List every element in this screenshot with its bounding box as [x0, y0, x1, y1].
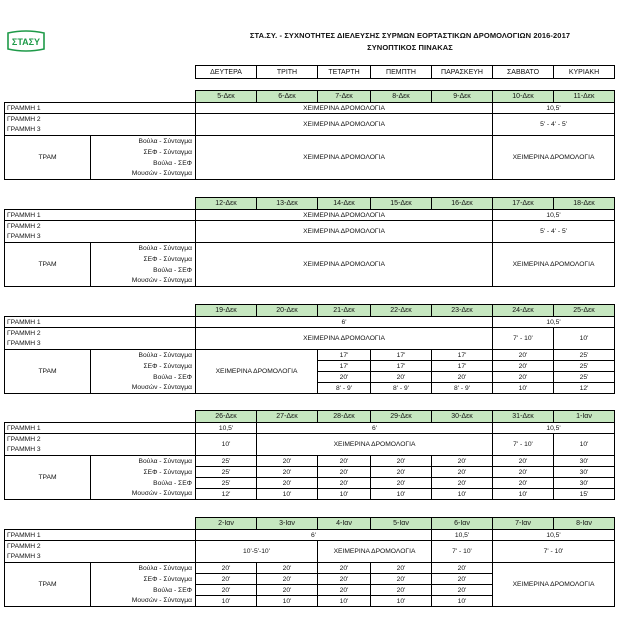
schedule-cell: ΧΕΙΜΕΡΙΝΑ ΔΡΟΜΟΛΟΓΙΑ	[493, 563, 615, 607]
schedule-cell: 10'	[318, 489, 371, 500]
schedule-cell: 7' - 10'	[432, 541, 493, 563]
line-label: ΓΡΑΜΜΗ 2	[5, 541, 196, 552]
route-label: Μουσών - Σύνταγμα	[91, 489, 196, 500]
week-1-table	[4, 90, 615, 180]
schedule-cell: 25'	[554, 361, 615, 372]
schedule-cell: 20'	[257, 574, 318, 585]
schedule-cell: 10,5'	[493, 423, 615, 434]
date-cell: 7-Δεκ	[318, 91, 371, 103]
schedule-cell: 20'	[196, 563, 257, 574]
route-label: Μουσών - Σύνταγμα	[91, 383, 196, 394]
schedule-cell: 20'	[318, 563, 371, 574]
line-label: ΓΡΑΜΜΗ 3	[5, 552, 196, 563]
schedule-cell: ΧΕΙΜΕΡΙΝΑ ΔΡΟΜΟΛΟΓΙΑ	[493, 243, 615, 287]
schedule-cell: 20'	[318, 456, 371, 467]
schedule-cell: 20'	[257, 456, 318, 467]
schedule-cell: 20'	[493, 478, 554, 489]
schedule-cell: 20'	[493, 361, 554, 372]
line-label: ΓΡΑΜΜΗ 3	[5, 232, 196, 243]
route-label: Βούλα - ΣΕΦ	[91, 265, 196, 276]
line-label: ΓΡΑΜΜΗ 3	[5, 445, 196, 456]
schedule-cell: 10,5'	[493, 530, 615, 541]
date-cell: 1-Ιαν	[554, 411, 615, 423]
date-cell: 7-Ιαν	[493, 518, 554, 530]
schedule-cell: 10'	[554, 434, 615, 456]
tram-label: ΤΡΑΜ	[5, 456, 91, 500]
date-cell: 5-Ιαν	[371, 518, 432, 530]
schedule-cell: 12'	[554, 383, 615, 394]
route-label: ΣΕΦ - Σύνταγμα	[91, 147, 196, 158]
schedule-cell: 6'	[196, 530, 432, 541]
date-cell: 18-Δεκ	[554, 198, 615, 210]
schedule-cell: 20'	[257, 563, 318, 574]
schedule-cell: 20'	[257, 478, 318, 489]
schedule-cell: 10'	[371, 489, 432, 500]
schedule-cell: 20'	[371, 478, 432, 489]
schedule-cell: 25'	[196, 467, 257, 478]
day-tuesday: ΤΡΙΤΗ	[257, 66, 318, 79]
route-label: Βούλα - ΣΕΦ	[91, 585, 196, 596]
day-monday: ΔΕΥΤΕΡΑ	[196, 66, 257, 79]
date-cell: 23-Δεκ	[432, 305, 493, 317]
schedule-cell: 20'	[371, 456, 432, 467]
schedule-cell: 8' - 9'	[371, 383, 432, 394]
schedule-cell: 10'	[432, 489, 493, 500]
schedule-cell: 20'	[196, 574, 257, 585]
date-cell: 10-Δεκ	[493, 91, 554, 103]
schedule-cell: 20'	[432, 563, 493, 574]
schedule-cell: 20'	[318, 467, 371, 478]
schedule-cell: 10'	[196, 596, 257, 607]
date-cell: 19-Δεκ	[196, 305, 257, 317]
route-label: Βούλα - Σύνταγμα	[91, 136, 196, 147]
date-cell: 8-Ιαν	[554, 518, 615, 530]
date-cell: 24-Δεκ	[493, 305, 554, 317]
line-label: ΓΡΑΜΜΗ 3	[5, 339, 196, 350]
week-2-table	[4, 197, 615, 287]
route-label: Βούλα - Σύνταγμα	[91, 563, 196, 574]
schedule-cell: 17'	[371, 361, 432, 372]
schedule-cell: ΧΕΙΜΕΡΙΝΑ ΔΡΟΜΟΛΟΓΙΑ	[318, 541, 432, 563]
schedule-cell: 7' - 10'	[493, 328, 554, 350]
svg-text:ΣΤΑΣΥ: ΣΤΑΣΥ	[11, 37, 41, 47]
date-cell: 11-Δεκ	[554, 91, 615, 103]
schedule-cell: 20'	[257, 467, 318, 478]
date-cell: 9-Δεκ	[432, 91, 493, 103]
date-cell: 12-Δεκ	[196, 198, 257, 210]
date-cell: 17-Δεκ	[493, 198, 554, 210]
schedule-cell: 17'	[432, 361, 493, 372]
date-cell: 20-Δεκ	[257, 305, 318, 317]
route-label: ΣΕΦ - Σύνταγμα	[91, 361, 196, 372]
schedule-cell: 20'	[257, 585, 318, 596]
schedule-cell: 10,5'	[432, 530, 493, 541]
line-label: ΓΡΑΜΜΗ 1	[5, 530, 196, 541]
schedule-cell: 20'	[371, 467, 432, 478]
page-subtitle: ΣΥΝΟΠΤΙΚΟΣ ΠΙΝΑΚΑΣ	[367, 43, 453, 52]
day-sunday: ΚΥΡΙΑΚΗ	[554, 66, 615, 79]
day-saturday: ΣΑΒΒΑΤΟ	[493, 66, 554, 79]
date-cell: 14-Δεκ	[318, 198, 371, 210]
schedule-cell: 20'	[432, 574, 493, 585]
schedule-cell: 10'	[432, 596, 493, 607]
date-cell: 26-Δεκ	[196, 411, 257, 423]
schedule-cell: 10,5'	[196, 423, 257, 434]
date-cell: 29-Δεκ	[371, 411, 432, 423]
schedule-cell: ΧΕΙΜΕΡΙΝΑ ΔΡΟΜΟΛΟΓΙΑ	[196, 210, 493, 221]
schedule-cell: 10'-5'-10'	[196, 541, 318, 563]
schedule-cell: 10'	[493, 489, 554, 500]
day-thursday: ΠΕΜΠΤΗ	[371, 66, 432, 79]
schedule-cell: 6'	[257, 423, 493, 434]
schedule-cell: 20'	[371, 563, 432, 574]
tram-label: ΤΡΑΜ	[5, 350, 91, 394]
week-5-table	[4, 517, 615, 607]
schedule-cell: 10'	[371, 596, 432, 607]
schedule-cell: 20'	[432, 372, 493, 383]
route-label: Βούλα - Σύνταγμα	[91, 350, 196, 361]
schedule-cell: 20'	[318, 478, 371, 489]
schedule-cell: ΧΕΙΜΕΡΙΝΑ ΔΡΟΜΟΛΟΓΙΑ	[196, 103, 493, 114]
schedule-cell: 20'	[493, 467, 554, 478]
date-cell: 2-Ιαν	[196, 518, 257, 530]
schedule-cell: 20'	[318, 574, 371, 585]
date-cell: 21-Δεκ	[318, 305, 371, 317]
schedule-cell: 10'	[257, 596, 318, 607]
schedule-cell: 30'	[554, 467, 615, 478]
schedule-cell: 10,5'	[493, 103, 615, 114]
schedule-cell: 20'	[371, 585, 432, 596]
schedule-cell: 20'	[371, 372, 432, 383]
schedule-cell: 30'	[554, 478, 615, 489]
date-cell: 27-Δεκ	[257, 411, 318, 423]
route-label: ΣΕΦ - Σύνταγμα	[91, 254, 196, 265]
date-cell: 6-Ιαν	[432, 518, 493, 530]
schedule-cell: ΧΕΙΜΕΡΙΝΑ ΔΡΟΜΟΛΟΓΙΑ	[196, 114, 493, 136]
week-3-table	[4, 304, 615, 394]
line-label: ΓΡΑΜΜΗ 1	[5, 317, 196, 328]
date-cell: 15-Δεκ	[371, 198, 432, 210]
schedule-cell: 6'	[196, 317, 493, 328]
route-label: Βούλα - ΣΕΦ	[91, 158, 196, 169]
line-label: ΓΡΑΜΜΗ 1	[5, 423, 196, 434]
line-label: ΓΡΑΜΜΗ 1	[5, 210, 196, 221]
route-label: Μουσών - Σύνταγμα	[91, 596, 196, 607]
weekday-header	[195, 65, 615, 79]
schedule-cell: 30'	[554, 456, 615, 467]
line-label: ΓΡΑΜΜΗ 1	[5, 103, 196, 114]
date-cell: 30-Δεκ	[432, 411, 493, 423]
date-cell: 16-Δεκ	[432, 198, 493, 210]
schedule-cell: ΧΕΙΜΕΡΙΝΑ ΔΡΟΜΟΛΟΓΙΑ	[196, 350, 318, 394]
schedule-cell: 25'	[554, 350, 615, 361]
schedule-cell: 20'	[432, 456, 493, 467]
schedule-cell: 20'	[493, 350, 554, 361]
schedule-cell: 20'	[371, 574, 432, 585]
schedule-cell: 20'	[432, 467, 493, 478]
route-label: Βούλα - Σύνταγμα	[91, 243, 196, 254]
schedule-cell: ΧΕΙΜΕΡΙΝΑ ΔΡΟΜΟΛΟΓΙΑ	[196, 328, 493, 350]
line-label: ΓΡΑΜΜΗ 2	[5, 221, 196, 232]
date-cell: 3-Ιαν	[257, 518, 318, 530]
schedule-cell: 10'	[257, 489, 318, 500]
schedule-cell: 17'	[371, 350, 432, 361]
schedule-cell: 5' - 4' - 5'	[493, 114, 615, 136]
route-label: ΣΕΦ - Σύνταγμα	[91, 574, 196, 585]
date-cell: 8-Δεκ	[371, 91, 432, 103]
schedule-cell: 20'	[432, 478, 493, 489]
day-friday: ΠΑΡΑΣΚΕΥΗ	[432, 66, 493, 79]
schedule-cell: 10'	[196, 434, 257, 456]
schedule-cell: 10'	[554, 328, 615, 350]
schedule-cell: 20'	[493, 372, 554, 383]
schedule-cell: 20'	[318, 585, 371, 596]
route-label: ΣΕΦ - Σύνταγμα	[91, 467, 196, 478]
schedule-cell: 12'	[196, 489, 257, 500]
date-cell: 31-Δεκ	[493, 411, 554, 423]
day-wednesday: ΤΕΤΑΡΤΗ	[318, 66, 371, 79]
schedule-cell: ΧΕΙΜΕΡΙΝΑ ΔΡΟΜΟΛΟΓΙΑ	[257, 434, 493, 456]
line-label: ΓΡΑΜΜΗ 2	[5, 434, 196, 445]
date-cell: 6-Δεκ	[257, 91, 318, 103]
schedule-cell: 17'	[318, 361, 371, 372]
route-label: Μουσών - Σύνταγμα	[91, 276, 196, 287]
schedule-cell: 17'	[432, 350, 493, 361]
schedule-cell: 10,5'	[493, 210, 615, 221]
schedule-cell: ΧΕΙΜΕΡΙΝΑ ΔΡΟΜΟΛΟΓΙΑ	[196, 136, 493, 180]
schedule-cell: 7' - 10'	[493, 541, 615, 563]
date-cell: 28-Δεκ	[318, 411, 371, 423]
tram-label: ΤΡΑΜ	[5, 563, 91, 607]
schedule-cell: 25'	[554, 372, 615, 383]
schedule-cell: 10'	[318, 596, 371, 607]
schedule-cell: 20'	[432, 585, 493, 596]
route-label: Βούλα - ΣΕΦ	[91, 478, 196, 489]
schedule-cell: 20'	[493, 456, 554, 467]
schedule-cell: 17'	[318, 350, 371, 361]
route-label: Βούλα - ΣΕΦ	[91, 372, 196, 383]
line-label: ΓΡΑΜΜΗ 3	[5, 125, 196, 136]
route-label: Μουσών - Σύνταγμα	[91, 169, 196, 180]
stasy-logo	[6, 30, 46, 52]
schedule-cell: 5' - 4' - 5'	[493, 221, 615, 243]
page-title: ΣΤΑ.ΣΥ. - ΣΥΧΝΟΤΗΤΕΣ ΔΙΕΛΕΥΣΗΣ ΣΥΡΜΩΝ ΕΟΡΤΑΣΤΙΚΩΝ ΔΡΟΜΟΛΟΓΙΩΝ 2016-2017	[249, 31, 571, 40]
schedule-cell: 8' - 9'	[318, 383, 371, 394]
schedule-cell: 10'	[493, 383, 554, 394]
date-cell: 13-Δεκ	[257, 198, 318, 210]
date-cell: 22-Δεκ	[371, 305, 432, 317]
schedule-cell: ΧΕΙΜΕΡΙΝΑ ΔΡΟΜΟΛΟΓΙΑ	[196, 243, 493, 287]
schedule-cell: ΧΕΙΜΕΡΙΝΑ ΔΡΟΜΟΛΟΓΙΑ	[196, 221, 493, 243]
schedule-cell: 20'	[318, 372, 371, 383]
schedule-cell: 20'	[196, 585, 257, 596]
week-4-table	[4, 410, 615, 500]
route-label: Βούλα - Σύνταγμα	[91, 456, 196, 467]
tram-label: ΤΡΑΜ	[5, 136, 91, 180]
date-cell: 25-Δεκ	[554, 305, 615, 317]
schedule-cell: ΧΕΙΜΕΡΙΝΑ ΔΡΟΜΟΛΟΓΙΑ	[493, 136, 615, 180]
date-cell: 4-Ιαν	[318, 518, 371, 530]
schedule-cell: 15'	[554, 489, 615, 500]
line-label: ΓΡΑΜΜΗ 2	[5, 328, 196, 339]
tram-label: ΤΡΑΜ	[5, 243, 91, 287]
schedule-cell: 25'	[196, 456, 257, 467]
schedule-cell: 10,5'	[493, 317, 615, 328]
date-cell: 5-Δεκ	[196, 91, 257, 103]
schedule-cell: 25'	[196, 478, 257, 489]
line-label: ΓΡΑΜΜΗ 2	[5, 114, 196, 125]
schedule-cell: 7' - 10'	[493, 434, 554, 456]
schedule-cell: 8' - 9'	[432, 383, 493, 394]
